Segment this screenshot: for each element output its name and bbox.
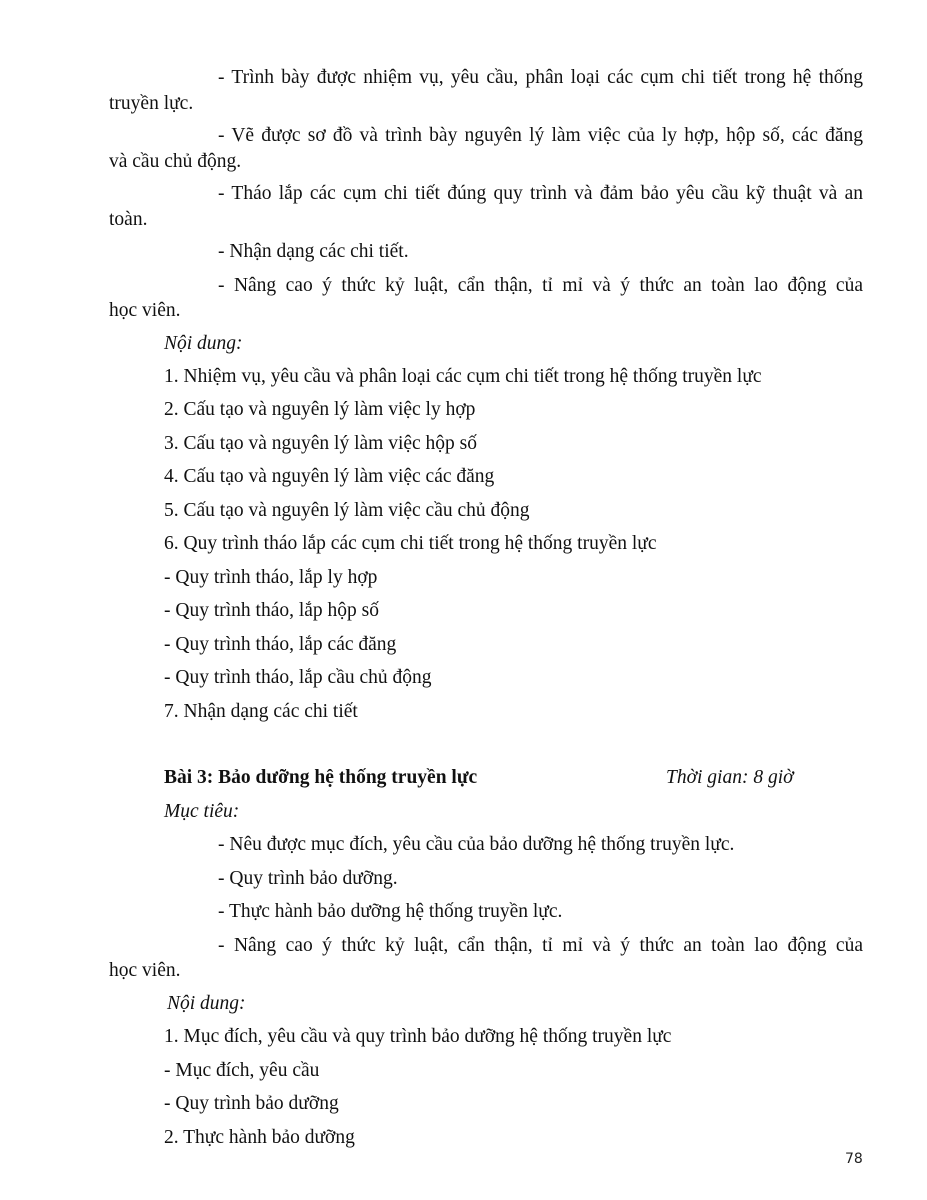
content-item: 4. Cấu tạo và nguyên lý làm việc các đăng xyxy=(164,466,495,487)
objective-line: - Nêu được mục đích, yêu cầu của bảo dưỡng hệ thống truyền lực. xyxy=(218,834,735,855)
content-item: 1. Nhiệm vụ, yêu cầu và phân loại các cụm chi tiết trong hệ thống truyền lực xyxy=(164,366,762,387)
content-label: Nội dung: xyxy=(167,993,246,1014)
page-number: 78 xyxy=(845,1151,863,1167)
lesson-title: Bài 3: Bảo dưỡng hệ thống truyền lực xyxy=(164,767,478,788)
objective-line: - Thực hành bảo dưỡng hệ thống truyền lực. xyxy=(218,901,563,922)
objective-continuation: toàn. xyxy=(109,209,148,230)
objective-line: - Tháo lắp các cụm chi tiết đúng quy trình và đảm bảo yêu cầu kỹ thuật và an xyxy=(218,183,863,204)
objective-line: - Nâng cao ý thức kỷ luật, cẩn thận, tỉ mỉ và ý thức an toàn lao động của xyxy=(218,935,863,956)
content-item: - Quy trình tháo, lắp hộp số xyxy=(164,600,380,621)
content-item: 6. Quy trình tháo lắp các cụm chi tiết trong hệ thống truyền lực xyxy=(164,533,657,554)
objective-continuation: truyền lực. xyxy=(109,93,194,114)
content-item: 2. Cấu tạo và nguyên lý làm việc ly hợp xyxy=(164,399,476,420)
content-item: 7. Nhận dạng các chi tiết xyxy=(164,701,358,722)
objective-continuation: học viên. xyxy=(109,300,181,321)
content-item: 5. Cấu tạo và nguyên lý làm việc cầu chủ động xyxy=(164,500,530,521)
objectives-label: Mục tiêu: xyxy=(164,801,240,822)
objective-line: - Nâng cao ý thức kỷ luật, cẩn thận, tỉ mỉ và ý thức an toàn lao động của xyxy=(218,275,863,296)
objective-line: - Nhận dạng các chi tiết. xyxy=(218,241,409,262)
objective-continuation: và cầu chủ động. xyxy=(109,151,242,172)
content-item: - Quy trình tháo, lắp các đăng xyxy=(164,634,397,655)
content-item: 3. Cấu tạo và nguyên lý làm việc hộp số xyxy=(164,433,478,454)
content-label: Nội dung: xyxy=(164,333,243,354)
content-item: - Quy trình bảo dưỡng xyxy=(164,1093,339,1114)
content-item: - Quy trình tháo, lắp cầu chủ động xyxy=(164,667,432,688)
content-item: 2. Thực hành bảo dưỡng xyxy=(164,1127,355,1148)
objective-line: - Vẽ được sơ đồ và trình bày nguyên lý làm việc của ly hợp, hộp số, các đăng xyxy=(218,125,863,146)
content-item: 1. Mục đích, yêu cầu và quy trình bảo dưỡng hệ thống truyền lực xyxy=(164,1026,672,1047)
lesson-time: Thời gian: 8 giờ xyxy=(666,767,794,788)
content-item: - Quy trình tháo, lắp ly hợp xyxy=(164,567,378,588)
objective-line: - Quy trình bảo dưỡng. xyxy=(218,868,398,889)
objective-continuation: học viên. xyxy=(109,960,181,981)
objective-line: - Trình bày được nhiệm vụ, yêu cầu, phân loại các cụm chi tiết trong hệ thống xyxy=(218,67,863,88)
content-item: - Mục đích, yêu cầu xyxy=(164,1060,320,1081)
